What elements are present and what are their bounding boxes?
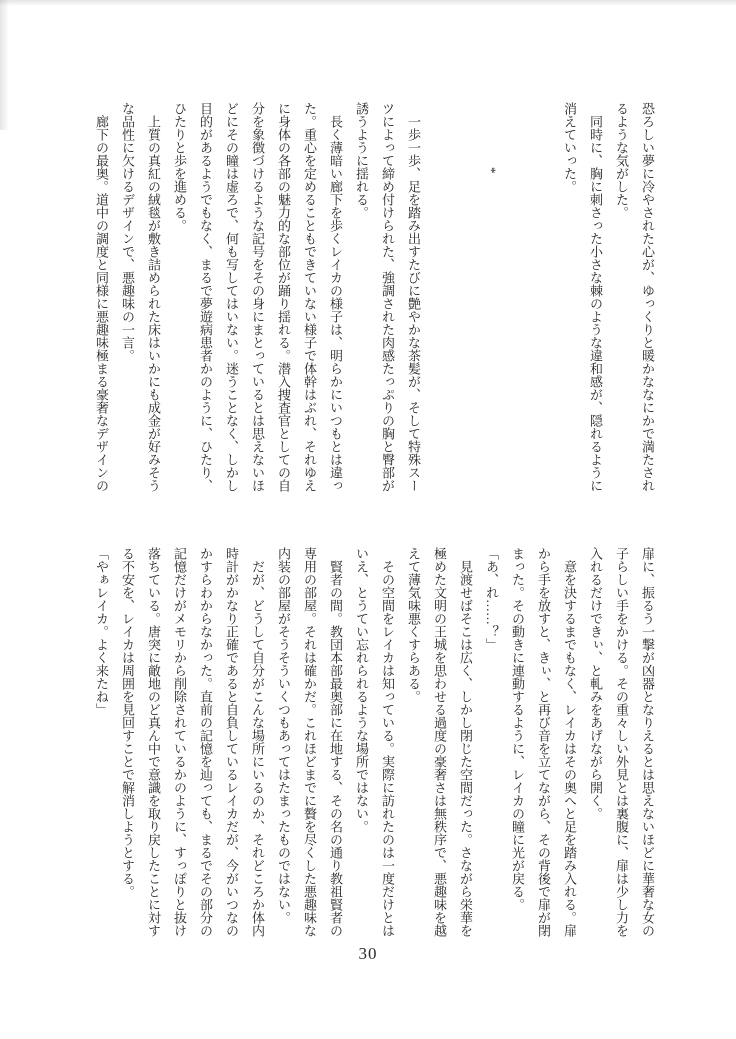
scan-edge-shade-left xyxy=(0,0,9,130)
paragraph: 「やぁレイカ。よく来たね」 xyxy=(94,547,109,716)
text-block-top xyxy=(88,102,660,492)
scan-edge-shade-top xyxy=(0,0,736,6)
text-block-bottom xyxy=(88,547,660,937)
page-number: 30 xyxy=(358,944,378,963)
paragraph: 賢者の間。教団本部最奥部に在地する、その名の通り教祖賢者の専用の部屋。それは確かだ。これほどまでに贅を尽くした悪趣味な内装の部屋がそうそういくつもあってはたまったものではない。 xyxy=(276,547,343,937)
paragraph: だが、どうして自分がこんな場所にいるのか、それどころか体内時計がかなり正確であると自負しているレイカだが、今がいつなのかすらわからなかった。直前の記憶を辿っても、まるでその部分の記憶だけがメモリから削除されているかのように、すっぽりと抜け落ちている。唐突に敵地のど真ん中で意識を取り戻したことに対する不安を、レイカは周囲を見回すことで解消しようとする。 xyxy=(120,547,265,937)
paragraph: 上質の真紅の絨毯が敷き詰められた床はいかにも成金が好みそうな品性に欠けるデザインで、悪趣味の一言。 xyxy=(120,102,161,492)
paragraph: 「あ、れ……？」 xyxy=(484,547,499,651)
paragraph: 恐ろしい夢に冷やされた心が、ゆっくりと暖かななにかで満たされるような気がした。 xyxy=(614,102,655,492)
paragraph: 意を決するまでもなく、レイカはその奥へと足を踏み入れる。扉から手を放すと、きぃ、と再び音を立てながら、その背後で扉が閉まった。その動きに連動するように、レイカの瞳に光が戻る。 xyxy=(510,547,577,937)
paragraph: その空間をレイカは知っている。実際に訪れたのは一度だけとはいえ、とうてい忘れられるような場所ではない。 xyxy=(354,547,395,937)
paragraph: 長く薄暗い廊下を歩くレイカの様子は、明らかにいつもとは違った。重心を定めることもできていない様子で体幹はぶれ、それゆえに身体の各部の魅力的な部位が踊り揺れる。潜入捜査官としての自分を象徴づけるような記号をその身にまとっているとは思えないほどにその瞳は虚ろで、何も写してはいない。迷うことなく、しかし目的があるようでもなく、まるで夢遊病患者かのように、ひたり、ひたりと歩を進める。 xyxy=(172,102,343,492)
paragraph: 扉に、振るう一撃が凶器となりえるとは思えないほどに華奢な女の子らしい手をかける。その重々しい外見とは裏腹に、扉は少し力を入れるだけできぃ、と軋みをあげながら開く。 xyxy=(588,547,655,937)
scene-break-marker: * xyxy=(484,167,499,174)
paragraph: 廊下の最奥。道中の調度と同様に悪趣味極まる豪奢なデザインの xyxy=(94,115,109,492)
paragraph: 一歩一歩、足を踏み出すたびに艶やかな茶髪が、そして特殊スーツによって締め付けられた、強調された肉感たっぷりの胸と臀部が誘うように揺れる。 xyxy=(354,102,421,492)
paragraph: 見渡せばそこは広く、しかし閉じた空間だった。さながら栄華を極めた文明の王城を思わせる過度の豪奢さは無秩序で、悪趣味を越えて薄気味悪くすらある。 xyxy=(406,547,473,937)
paragraph: 同時に、胸に刺さった小さな棘のような違和感が、隠れるように消えていった。 xyxy=(562,102,603,492)
